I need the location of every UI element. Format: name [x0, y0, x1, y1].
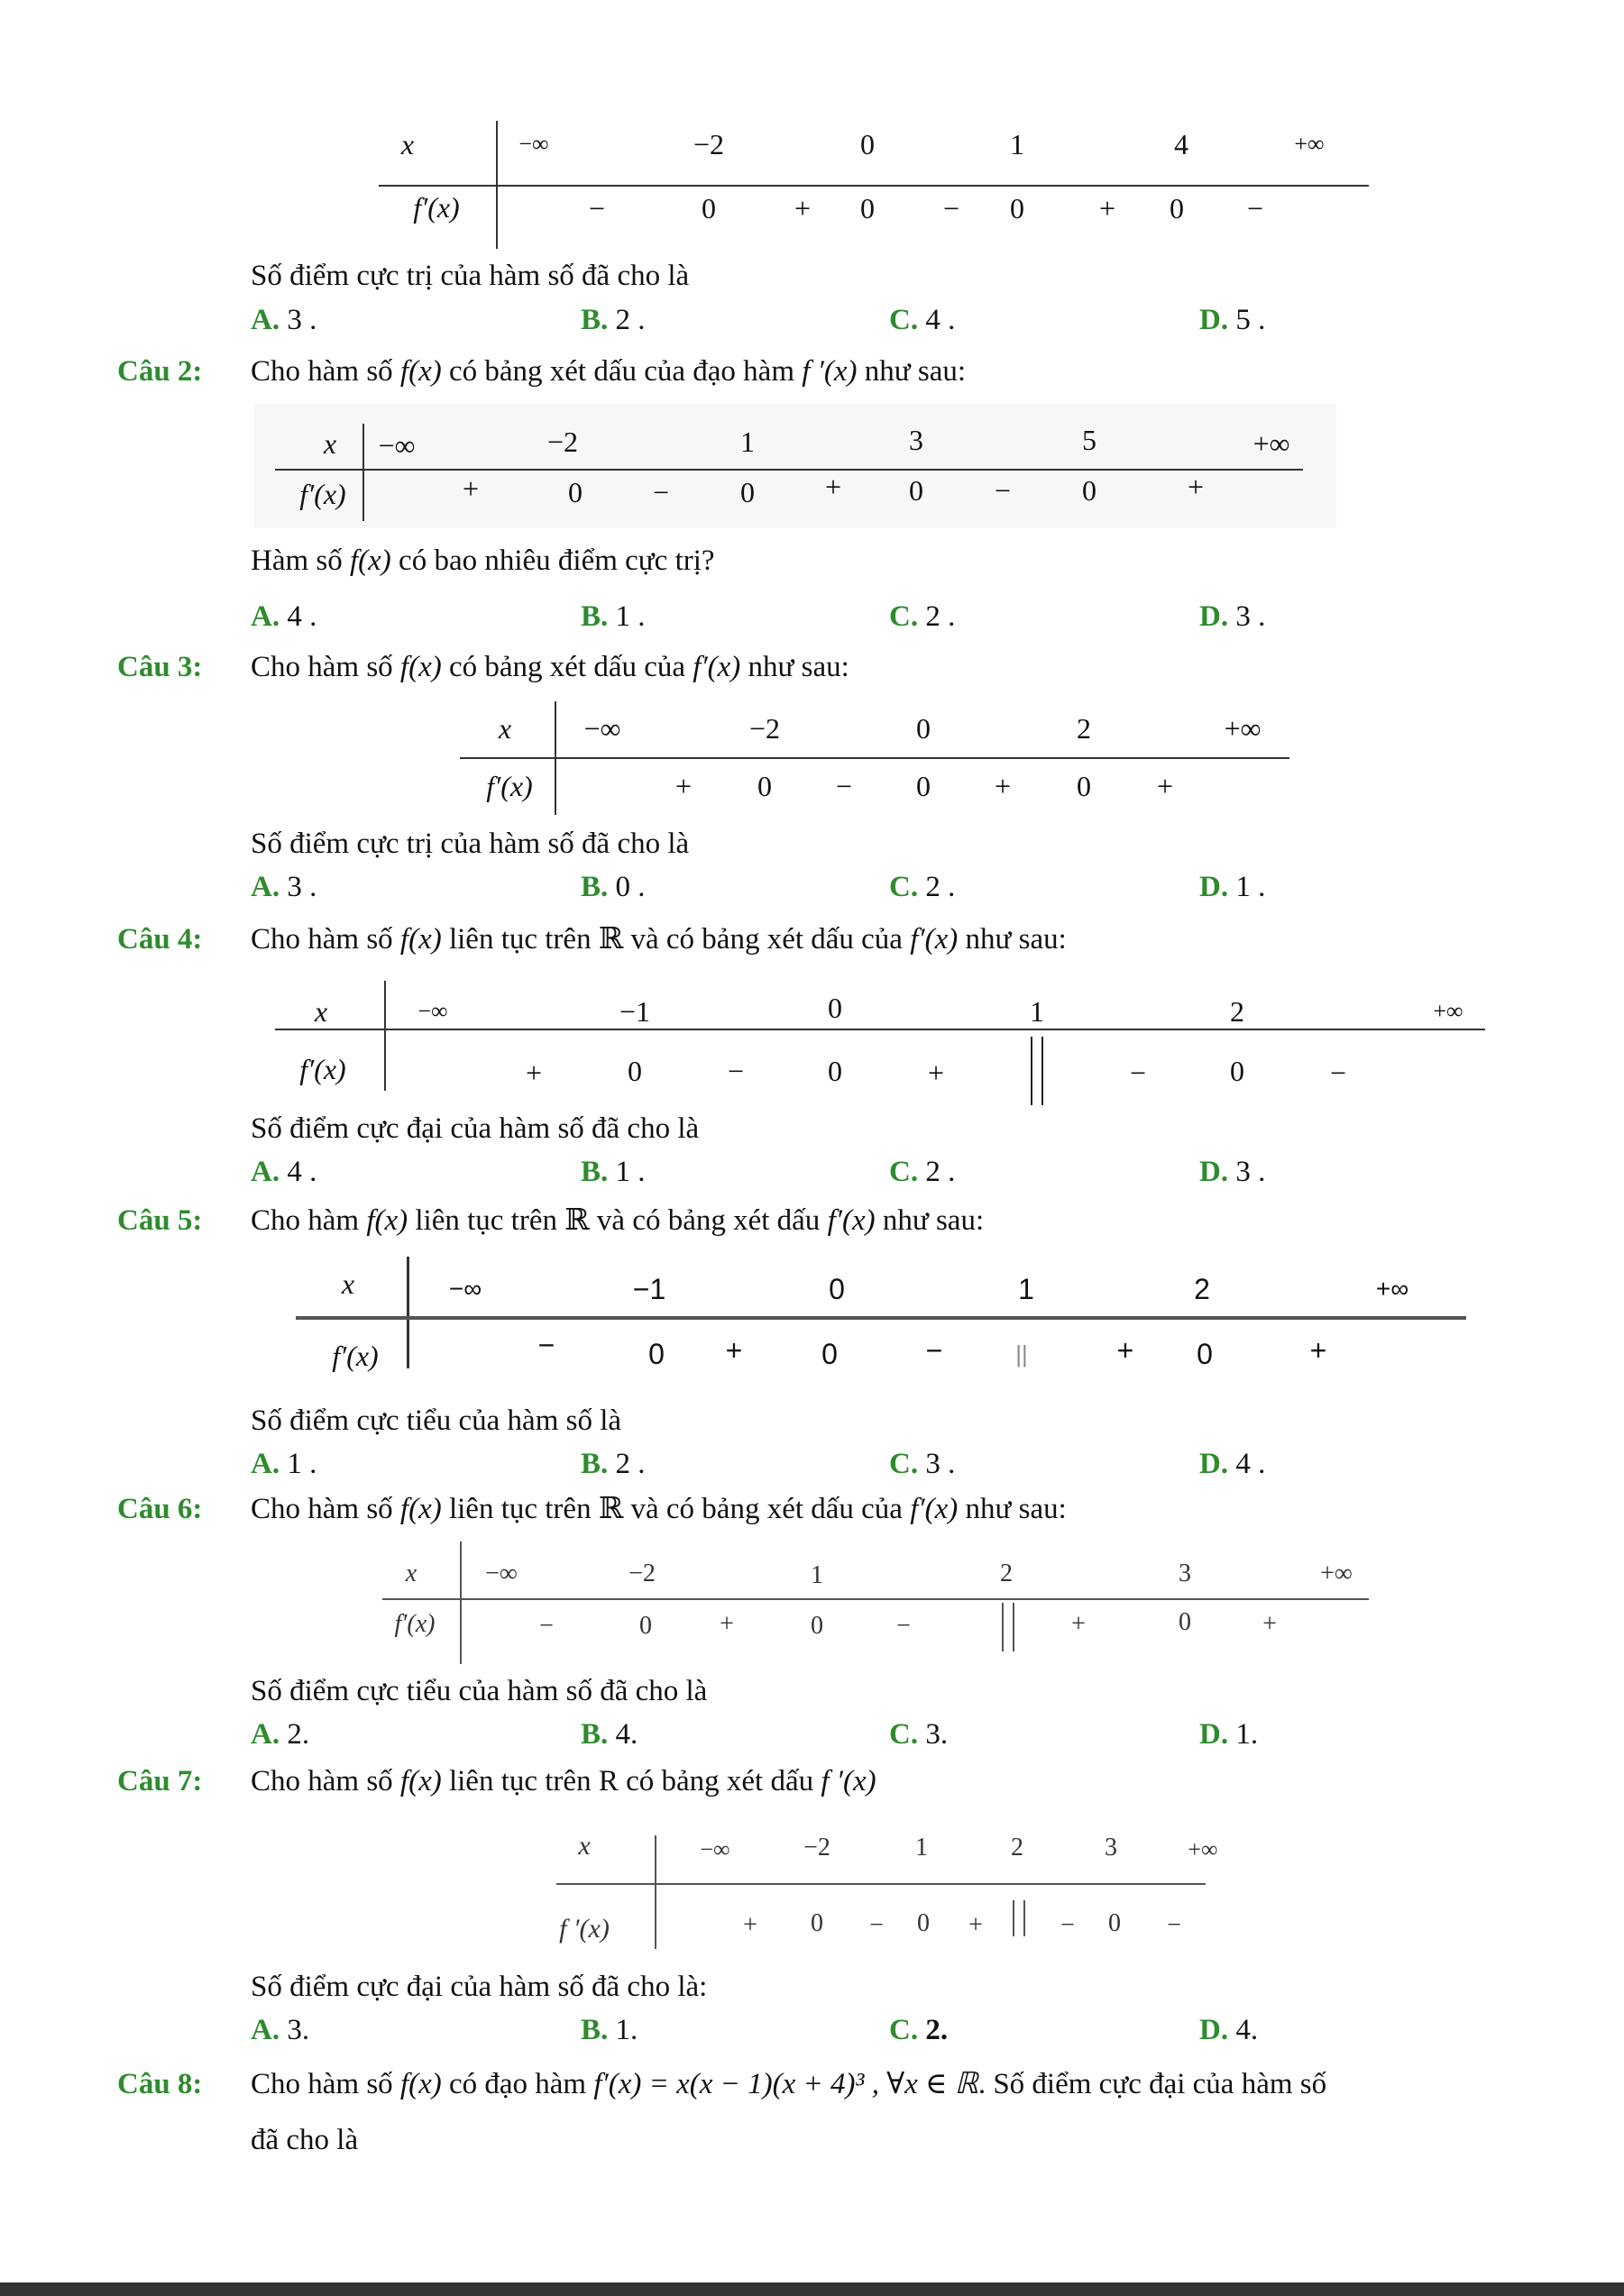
q5-stem-b: liên tục trên ℝ và có bảng xét dấu — [415, 1204, 821, 1237]
q6-undefined-bar — [1002, 1603, 1014, 1651]
q5-stem-c: như sau: — [882, 1204, 985, 1237]
q4-sign: − — [1129, 1057, 1147, 1089]
q6-stem — [251, 1491, 1067, 1527]
q2-sign: + — [824, 471, 842, 503]
q2-question — [251, 543, 715, 579]
q6-sign: 0 — [811, 1612, 823, 1640]
q1-sign: 0 — [1010, 192, 1024, 224]
answer-text: 3. — [925, 1718, 949, 1751]
q5-func: f(x) — [366, 1204, 408, 1237]
q7-x-value: −2 — [803, 1834, 830, 1861]
answer-letter: C. — [889, 871, 919, 903]
answer-letter: B. — [581, 1448, 609, 1480]
q5-table-vline — [407, 1257, 409, 1368]
q7-stem-b: liên tục trên R có bảng xét dấu — [448, 1765, 814, 1797]
answer-text: 1 . — [1235, 871, 1266, 903]
q6-table-vline — [460, 1541, 462, 1664]
answer-text: 2 . — [925, 871, 956, 903]
q6-sign: 0 — [639, 1612, 652, 1640]
q2-sign: 0 — [909, 474, 923, 507]
q7-sign: − — [869, 1911, 884, 1939]
q5-deriv: f′(x) — [827, 1204, 876, 1237]
q7-question: Số điểm cực đại của hàm số đã cho là: — [251, 1971, 708, 2003]
q1-x-value: 1 — [1010, 128, 1024, 160]
q4-sign: 0 — [1230, 1055, 1244, 1087]
q4-sign: + — [927, 1057, 945, 1089]
q5-table-hline — [296, 1316, 1466, 1320]
q1-x-label: x — [400, 128, 415, 160]
q4-label: Câu 4: — [117, 923, 203, 956]
q8-func: f(x) — [399, 2068, 442, 2100]
q4-x-value: 0 — [828, 992, 842, 1024]
answer-text: 3 . — [1235, 1156, 1266, 1188]
q4-undefined-bar — [1031, 1037, 1043, 1105]
q4-stem-b: liên tục trên ℝ và có bảng xét dấu của — [448, 923, 903, 956]
q7-stem — [251, 1763, 876, 1799]
q2-table-background — [254, 404, 1336, 528]
answer-letter: B. — [581, 871, 609, 903]
q3-x-label: x — [498, 712, 512, 745]
answer-letter: A. — [251, 304, 280, 336]
answer-text: 4 . — [287, 1156, 317, 1188]
q1-x-value: +∞ — [1294, 131, 1325, 157]
q2-question-func: f(x) — [350, 544, 391, 577]
q2-x-value: 5 — [1082, 424, 1096, 456]
q7-answer-c — [889, 2012, 948, 2048]
q3-answer-b — [581, 869, 646, 905]
q1-x-value: 4 — [1174, 128, 1188, 160]
q5-x-value: +∞ — [1375, 1275, 1409, 1303]
q2-question-b: có bao nhiêu điểm cực trị? — [399, 544, 715, 577]
q1-sign: − — [1246, 192, 1264, 224]
q7-func: f(x) — [399, 1765, 442, 1797]
q3-answer-d — [1199, 869, 1265, 905]
q7-x-value: 3 — [1105, 1834, 1117, 1861]
q2-sign: 0 — [1082, 474, 1096, 507]
q1-answer-d — [1199, 302, 1265, 338]
q5-answer-b — [581, 1446, 646, 1482]
q4-func: f(x) — [399, 923, 442, 956]
q4-answer-d — [1199, 1154, 1265, 1190]
q2-answer-d — [1199, 599, 1265, 635]
q4-table-hline — [275, 1029, 1485, 1030]
q8-stem — [251, 2066, 1326, 2102]
answer-text: 1. — [615, 2014, 638, 2046]
q7-table-vline — [655, 1835, 656, 1949]
q2-question-a: Hàm số — [251, 544, 343, 577]
answer-letter: A. — [251, 1718, 280, 1751]
answer-letter: D. — [1199, 1448, 1229, 1480]
q6-answer-b — [581, 1716, 638, 1752]
q1-fx-label: f′(x) — [413, 191, 460, 224]
q6-sign: + — [720, 1610, 734, 1638]
q3-func: f(x) — [399, 651, 442, 683]
answer-text: 1. — [1235, 1718, 1259, 1751]
q7-stem-a: Cho hàm số — [251, 1765, 393, 1797]
q5-x-value: −∞ — [448, 1275, 482, 1303]
q7-x-label: x — [578, 1831, 591, 1861]
q3-stem-c: như sau: — [748, 651, 849, 683]
answer-text: 1 . — [287, 1448, 317, 1480]
q7-sign: 0 — [917, 1909, 930, 1937]
q6-deriv: f′(x) — [910, 1493, 959, 1525]
q1-sign: − — [588, 192, 606, 224]
q5-x-value: 1 — [1018, 1273, 1034, 1305]
answer-text: 2 . — [925, 1156, 956, 1188]
q4-sign: − — [727, 1055, 745, 1087]
q6-func: f(x) — [399, 1493, 442, 1525]
q7-answer-a — [251, 2012, 309, 2048]
q6-label: Câu 6: — [117, 1493, 203, 1525]
answer-letter: D. — [1199, 1718, 1229, 1751]
q4-x-value: −∞ — [417, 998, 448, 1024]
q4-answer-b — [581, 1154, 646, 1190]
q8-stem-continued: đã cho là — [251, 2124, 359, 2156]
q1-answer-b — [581, 302, 646, 338]
q3-stem-a: Cho hàm số — [251, 651, 393, 683]
q1-sign: 0 — [860, 192, 875, 224]
q6-x-value: −∞ — [485, 1560, 518, 1587]
answer-text: 0 . — [615, 871, 646, 903]
q2-label: Câu 2: — [117, 355, 203, 388]
q5-x-value: 2 — [1194, 1273, 1210, 1305]
q5-sign: 0 — [1197, 1338, 1213, 1370]
q8-stem-c: . Số điểm cực đại của hàm số — [977, 2068, 1327, 2100]
q3-stem — [251, 649, 849, 685]
q3-x-value: −2 — [748, 712, 781, 745]
q5-sign: + — [1309, 1334, 1327, 1367]
q4-fx-label: f′(x) — [299, 1053, 346, 1085]
q2-sign: − — [994, 474, 1012, 507]
q6-sign: − — [896, 1612, 911, 1640]
answer-letter: D. — [1199, 871, 1229, 903]
q4-stem-c: như sau: — [965, 923, 1067, 956]
q2-stem-b: có bảng xét dấu của đạo hàm — [448, 355, 794, 388]
answer-text: 4 . — [287, 600, 317, 633]
q7-label: Câu 7: — [117, 1765, 203, 1797]
q6-x-label: x — [405, 1560, 417, 1587]
q3-sign: + — [994, 770, 1012, 802]
answer-letter: A. — [251, 1156, 280, 1188]
q6-x-value: 1 — [811, 1561, 823, 1589]
q7-sign: 0 — [1108, 1909, 1121, 1937]
q1-table-hline — [379, 185, 1369, 187]
q6-question: Số điểm cực tiểu của hàm số đã cho là — [251, 1675, 708, 1707]
q5-stem-a: Cho hàm — [251, 1204, 360, 1237]
q2-sign: − — [652, 476, 670, 508]
q7-sign: + — [743, 1911, 757, 1939]
q8-stem-a: Cho hàm số — [251, 2068, 393, 2100]
q6-sign: + — [1262, 1610, 1277, 1638]
q6-sign: 0 — [1179, 1608, 1191, 1636]
q3-label: Câu 3: — [117, 651, 203, 683]
q5-x-value: −1 — [632, 1273, 666, 1305]
answer-letter: C. — [889, 600, 919, 633]
q6-sign: − — [539, 1612, 554, 1640]
q7-answer-b — [581, 2012, 638, 2048]
answer-text: 1 . — [615, 600, 646, 633]
answer-letter: D. — [1199, 304, 1229, 336]
q2-func: f(x) — [399, 355, 442, 388]
q3-sign: + — [1156, 770, 1174, 802]
q7-sign: 0 — [811, 1909, 823, 1937]
q2-answer-b — [581, 599, 646, 635]
answer-letter: C. — [889, 1718, 919, 1751]
q6-x-value: 3 — [1179, 1560, 1191, 1587]
q3-sign: + — [674, 770, 693, 802]
q2-x-value: −∞ — [378, 429, 416, 462]
q3-answer-c — [889, 869, 955, 905]
q4-x-value: 1 — [1030, 995, 1044, 1028]
q2-table-vline — [362, 424, 364, 521]
answer-letter: A. — [251, 600, 280, 633]
q5-sign: − — [925, 1334, 943, 1367]
q2-fx-label: f′(x) — [299, 478, 346, 510]
q7-x-value: 1 — [915, 1834, 928, 1861]
q4-x-value: 2 — [1230, 995, 1244, 1028]
q7-sign: − — [1167, 1911, 1181, 1939]
q2-x-value: −2 — [546, 425, 579, 458]
q6-fx-label: f′(x) — [394, 1610, 436, 1638]
q7-answer-d — [1199, 2012, 1258, 2048]
q1-x-value: −2 — [693, 128, 725, 160]
q3-x-value: 2 — [1077, 712, 1091, 745]
q4-x-label: x — [314, 995, 328, 1028]
q7-table-hline — [556, 1883, 1206, 1885]
q5-sign: || — [1015, 1340, 1028, 1368]
q3-x-value: +∞ — [1224, 712, 1262, 745]
q3-sign: − — [835, 770, 853, 802]
answer-text: 3 . — [287, 871, 317, 903]
q5-stem — [251, 1203, 984, 1239]
q2-deriv: f ′(x) — [802, 355, 858, 388]
q1-answer-a — [251, 302, 317, 338]
q6-x-value: −2 — [628, 1560, 656, 1587]
answer-letter: C. — [889, 1156, 919, 1188]
q3-answer-a — [251, 869, 317, 905]
answer-text: 4 . — [1235, 1448, 1266, 1480]
answer-text: 4 . — [925, 304, 956, 336]
q7-undefined-bar — [1013, 1900, 1025, 1936]
q4-x-value: −1 — [619, 995, 651, 1028]
answer-letter: A. — [251, 1448, 280, 1480]
q6-x-value: 2 — [1000, 1560, 1013, 1587]
q5-question: Số điểm cực tiểu của hàm số là — [251, 1404, 622, 1437]
q4-stem — [251, 921, 1067, 957]
q2-x-value: +∞ — [1252, 427, 1290, 460]
q2-answer-c — [889, 599, 955, 635]
q7-sign: − — [1060, 1911, 1075, 1939]
q7-fx-label: f ′(x) — [559, 1914, 610, 1944]
q3-x-value: 0 — [916, 712, 931, 745]
answer-text: 2 . — [925, 600, 956, 633]
answer-text: 4. — [1235, 2014, 1259, 2046]
q1-answer-c — [889, 302, 955, 338]
q1-x-value: 0 — [860, 128, 875, 160]
q3-sign: 0 — [916, 770, 931, 802]
answer-letter: C. — [889, 1448, 919, 1480]
q4-sign: 0 — [628, 1055, 642, 1087]
answer-letter: B. — [581, 1718, 609, 1751]
answer-text: 3 . — [925, 1448, 956, 1480]
q4-sign: 0 — [828, 1055, 842, 1087]
answer-letter: B. — [581, 2014, 609, 2046]
q3-deriv: f′(x) — [693, 651, 741, 683]
answer-text: 2. — [287, 1718, 310, 1751]
q8-formula: f′(x) = x(x − 1)(x + 4)³ , ∀x ∈ ℝ — [593, 2068, 978, 2100]
q2-stem-a: Cho hàm số — [251, 355, 393, 388]
q5-sign: − — [537, 1329, 555, 1361]
q4-answer-a — [251, 1154, 317, 1190]
answer-text: 2 . — [615, 1448, 646, 1480]
q6-stem-a: Cho hàm số — [251, 1493, 393, 1525]
answer-letter: C. — [889, 2014, 919, 2046]
q3-x-value: −∞ — [583, 712, 621, 745]
q2-x-label: x — [323, 427, 337, 460]
q2-table-hline — [275, 469, 1303, 471]
answer-text: 3 . — [1235, 600, 1266, 633]
q2-answer-a — [251, 599, 317, 635]
q1-sign: − — [942, 192, 960, 224]
q2-stem-c: như sau: — [864, 355, 967, 388]
q4-sign: − — [1329, 1057, 1347, 1089]
q7-sign: + — [968, 1911, 983, 1939]
q2-sign: + — [1187, 471, 1205, 503]
q3-stem-b: có bảng xét dấu của — [448, 651, 686, 683]
q5-fx-label: f′(x) — [332, 1340, 379, 1372]
q2-x-value: 3 — [909, 424, 923, 456]
q5-sign: + — [725, 1334, 743, 1367]
answer-text: 3. — [287, 2014, 310, 2046]
q5-sign: 0 — [821, 1338, 838, 1370]
q7-x-value: +∞ — [1188, 1836, 1218, 1862]
answer-text: 5 . — [1235, 304, 1266, 336]
q2-sign: + — [462, 472, 480, 505]
answer-text: 3 . — [287, 304, 317, 336]
q3-question: Số điểm cực trị của hàm số đã cho là — [251, 828, 690, 860]
q4-sign: + — [525, 1057, 543, 1089]
q2-x-value: 1 — [740, 425, 755, 458]
q6-answer-a — [251, 1716, 309, 1752]
answer-letter: B. — [581, 304, 609, 336]
q6-table-hline — [382, 1598, 1369, 1600]
answer-letter: A. — [251, 871, 280, 903]
answer-text: 1 . — [615, 1156, 646, 1188]
answer-letter: D. — [1199, 2014, 1229, 2046]
q8-stem-b: có đạo hàm — [448, 2068, 587, 2100]
q5-label: Câu 5: — [117, 1204, 203, 1237]
q5-answer-a — [251, 1446, 317, 1482]
q7-x-value: 2 — [1011, 1834, 1023, 1861]
answer-text: 2. — [925, 2014, 949, 2046]
q1-sign: 0 — [702, 192, 716, 224]
q5-x-value: 0 — [829, 1273, 845, 1305]
q1-sign: + — [794, 192, 812, 224]
q4-x-value: +∞ — [1433, 998, 1463, 1024]
q2-sign: 0 — [568, 476, 583, 508]
q8-label: Câu 8: — [117, 2068, 203, 2100]
q5-answer-c — [889, 1446, 955, 1482]
q3-fx-label: f′(x) — [486, 770, 533, 802]
q1-sign: 0 — [1170, 192, 1184, 224]
answer-letter: C. — [889, 304, 919, 336]
q4-question: Số điểm cực đại của hàm số đã cho là — [251, 1112, 700, 1145]
q6-sign: + — [1071, 1610, 1086, 1638]
q3-sign: 0 — [1077, 770, 1091, 802]
q7-deriv: f ′(x) — [821, 1765, 876, 1797]
answer-text: 2 . — [615, 304, 646, 336]
q1-sign: + — [1098, 192, 1116, 224]
answer-letter: B. — [581, 1156, 609, 1188]
answer-letter: D. — [1199, 600, 1229, 633]
q3-table-hline — [460, 757, 1289, 759]
q6-stem-c: như sau: — [965, 1493, 1067, 1525]
q7-x-value: −∞ — [700, 1836, 730, 1862]
q1-question: Số điểm cực trị của hàm số đã cho là — [251, 260, 690, 292]
q6-stem-b: liên tục trên ℝ và có bảng xét dấu của — [448, 1493, 903, 1525]
answer-text: 4. — [615, 1718, 638, 1751]
q4-stem-a: Cho hàm số — [251, 923, 393, 956]
q2-sign: 0 — [740, 476, 755, 508]
q1-x-value: −∞ — [518, 131, 549, 157]
q6-answer-d — [1199, 1716, 1258, 1752]
q6-x-value: +∞ — [1320, 1560, 1353, 1587]
q4-deriv: f′(x) — [910, 923, 959, 956]
answer-letter: B. — [581, 600, 609, 633]
q4-table-vline — [384, 981, 386, 1091]
page-bottom-bar — [0, 2282, 1624, 2296]
q5-x-label: x — [341, 1267, 355, 1300]
q4-answer-c — [889, 1154, 955, 1190]
q5-sign: + — [1116, 1334, 1134, 1367]
answer-letter: D. — [1199, 1156, 1229, 1188]
q6-answer-c — [889, 1716, 948, 1752]
q5-sign: 0 — [648, 1338, 665, 1370]
q2-stem — [251, 353, 966, 389]
q5-answer-d — [1199, 1446, 1265, 1482]
answer-letter: A. — [251, 2014, 280, 2046]
q3-sign: 0 — [757, 770, 772, 802]
